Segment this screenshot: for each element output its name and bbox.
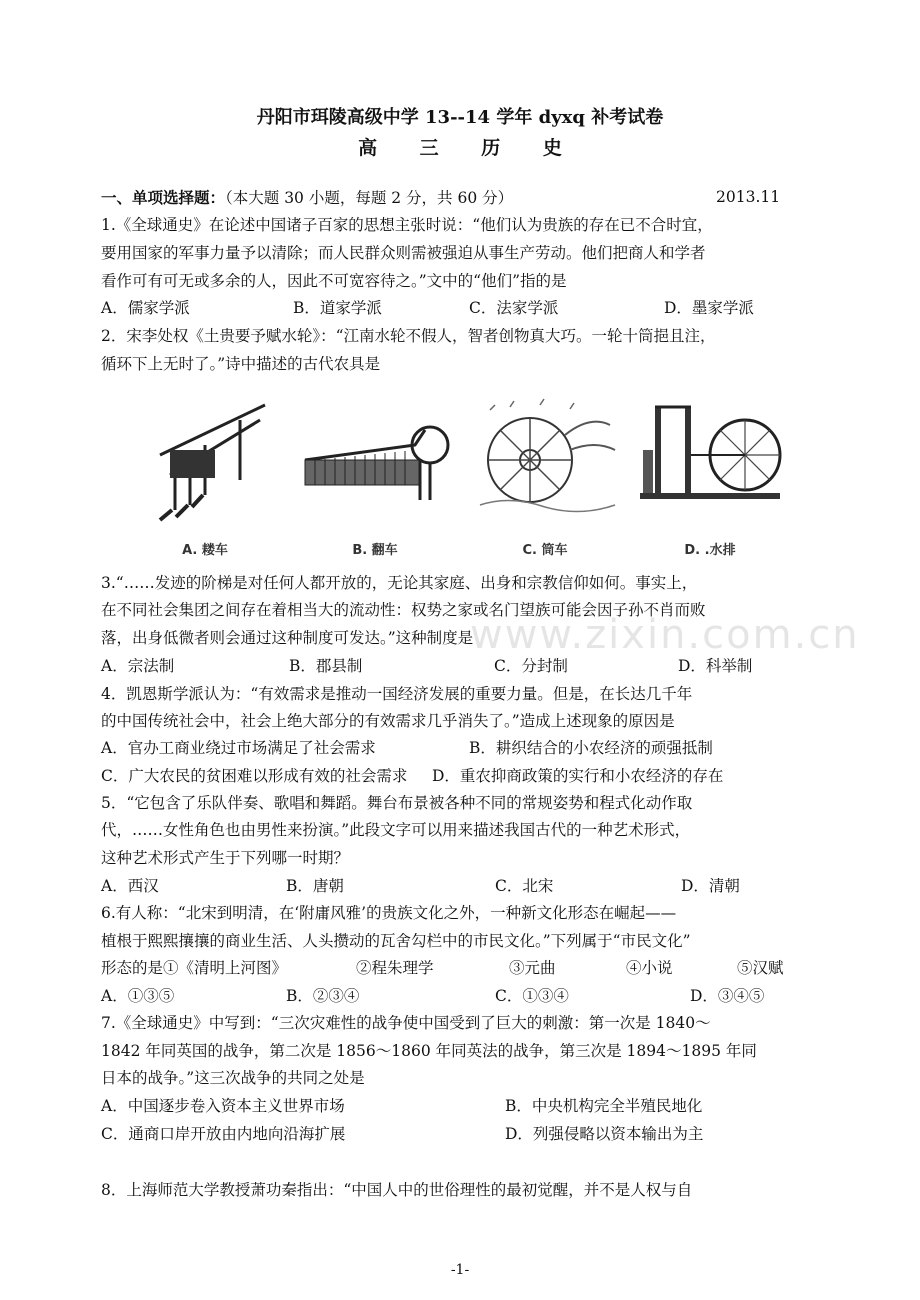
- figure-d: [635, 395, 785, 560]
- q6-option-b: B．②③④: [286, 987, 360, 1005]
- watermark: www.zixin.com.cn: [470, 612, 860, 658]
- q5-option-c: C．北宋: [495, 877, 554, 895]
- q7-line-2: 1842 年同英国的战争，第二次是 1856～1860 年同英法的战争，第三次是 1894～1895 年同: [101, 1042, 757, 1060]
- q4-option-c: C．广大农民的贫困难以形成有效的社会需求: [101, 767, 408, 785]
- q5-line-1: 5．“它包含了乐队伴奏、歌唱和舞蹈。舞台布景被各种不同的常规姿势和程式化动作取: [101, 794, 693, 812]
- q2-line-2: 循环下上无时了。”诗中描述的古代农具是: [101, 355, 381, 373]
- q1-line-1: 1.《全球通史》在论述中国诸子百家的思想主张时说：“他们认为贵族的存在已不合时宜，: [101, 216, 713, 234]
- q5-line-2: 代，……女性角色也由男性来扮演。”此段文字可以用来描述我国古代的一种艺术形式，: [101, 821, 691, 839]
- q6-line-1: 6.有人称：“北宋到明清，在‘附庸风雅’的贵族文化之外，一种新文化形态在崛起——: [101, 904, 677, 922]
- section-note: （本大题 30 小题，每题 2 分，共 60 分）: [225, 189, 514, 207]
- q4-option-d: D．重农抑商政策的实行和小农经济的存在: [432, 767, 724, 785]
- figure-b: [300, 395, 450, 560]
- q6-line-3-part-4: ④小说: [626, 959, 673, 977]
- seed-drill-illustration-icon: [130, 395, 280, 535]
- figure-a-caption: A. 耧车: [182, 543, 228, 558]
- figure-c-caption: C. 筒车: [522, 543, 568, 558]
- q1-option-a: A．儒家学派: [101, 299, 190, 317]
- q6-line-3-part-1: 形态的是①《清明上河图》: [101, 959, 288, 977]
- q5-option-a: A．西汉: [101, 877, 159, 895]
- q1-option-d: D．墨家学派: [664, 299, 754, 317]
- section-heading-line: [101, 188, 513, 208]
- page-number: -1-: [450, 1262, 470, 1278]
- q5-line-3: 这种艺术形式产生于下列哪一时期？: [101, 849, 350, 867]
- q4-line-2: 的中国传统社会中，社会上绝大部分的有效需求几乎消失了。”造成上述现象的原因是: [101, 712, 675, 730]
- q3-option-b: B．郡县制: [289, 657, 363, 675]
- q6-line-3-part-5: ⑤汉赋: [737, 959, 784, 977]
- q1-line-3: 看作可有可无或多余的人，因此不可宽容待之。”文中的“他们”指的是: [101, 272, 567, 290]
- exam-title: 丹阳市珥陵高级中学 13--14 学年 dyxq 补考试卷: [256, 107, 664, 128]
- figure-d-caption: D. .水排: [684, 543, 736, 558]
- q6-line-2: 植根于熙熙攘攘的商业生活、人头攒动的瓦舍勾栏中的市民文化。”下列属于“市民文化”: [101, 932, 691, 950]
- q1-line-2: 要用国家的军事力量予以清除；而人民群众则需被强迫从事生产劳动。他们把商人和学者: [101, 244, 706, 262]
- q6-option-d: D．③④⑤: [690, 987, 765, 1005]
- water-bellows-illustration-icon: [635, 395, 785, 535]
- q2-figure-row: [130, 395, 790, 560]
- q7-option-c: C．通商口岸开放由内地向沿海扩展: [101, 1125, 346, 1143]
- q4-option-a: A．官办工商业绕过市场满足了社会需求: [101, 739, 376, 757]
- q7-option-b: B．中央机构完全半殖民地化: [505, 1097, 703, 1115]
- figure-a: [130, 395, 280, 560]
- q7-option-a: A．中国逐步卷入资本主义世界市场: [101, 1097, 345, 1115]
- q3-line-2: 在不同社会集团之间存在着相当大的流动性：权势之家或名门望族可能会因子孙不肖而败: [101, 601, 706, 619]
- q7-line-1: 7.《全球通史》中写到：“三次灾难性的战争使中国受到了巨大的刺激：第一次是 1840～: [101, 1014, 711, 1032]
- q5-option-b: B．唐朝: [286, 877, 344, 895]
- q2-line-1: 2．宋李处权《土贵要予赋水轮》：“江南水轮不假人，智者创物真大巧。一轮十筒挹且注，: [101, 327, 716, 345]
- q8-line-1: 8．上海师范大学教授萧功秦指出：“中国人中的世俗理性的最初觉醒，并不是人权与自: [101, 1181, 693, 1199]
- q1-option-b: B．道家学派: [293, 299, 382, 317]
- chain-pump-illustration-icon: [300, 395, 450, 535]
- q7-option-d: D．列强侵略以资本输出为主: [505, 1125, 704, 1143]
- figure-b-caption: B. 翻车: [352, 543, 398, 558]
- water-wheel-illustration-icon: [470, 395, 620, 535]
- q3-line-3: 落，出身低微者则会通过这种制度可发达。”这种制度是: [101, 629, 474, 647]
- q5-option-d: D．清朝: [681, 877, 740, 895]
- q3-option-a: A．宗法制: [101, 657, 175, 675]
- q6-line-3-part-3: ③元曲: [509, 959, 556, 977]
- subject-title: 高 三 历 史: [358, 137, 580, 159]
- exam-date: 2013.11: [716, 188, 781, 206]
- q6-option-a: A．①③⑤: [101, 987, 175, 1005]
- q3-option-c: C．分封制: [494, 657, 568, 675]
- q4-line-1: 4．凯恩斯学派认为：“有效需求是推动一国经济发展的重要力量。但是，在长达几千年: [101, 685, 693, 703]
- q1-option-c: C．法家学派: [469, 299, 559, 317]
- q4-option-b: B．耕织结合的小农经济的顽强抵制: [469, 739, 713, 757]
- q3-option-d: D．科举制: [678, 657, 753, 675]
- q6-option-c: C．①③④: [495, 987, 569, 1005]
- q7-line-3: 日本的战争。”这三次战争的共同之处是: [101, 1069, 365, 1087]
- figure-c: [470, 395, 620, 560]
- q6-line-3-part-2: ②程朱理学: [356, 959, 434, 977]
- section-heading: 一、单项选择题：: [101, 188, 226, 207]
- q3-line-1: 3.“……发迹的阶梯是对任何人都开放的，无论其家庭、出身和宗教信仰如何。事实上，: [101, 574, 698, 592]
